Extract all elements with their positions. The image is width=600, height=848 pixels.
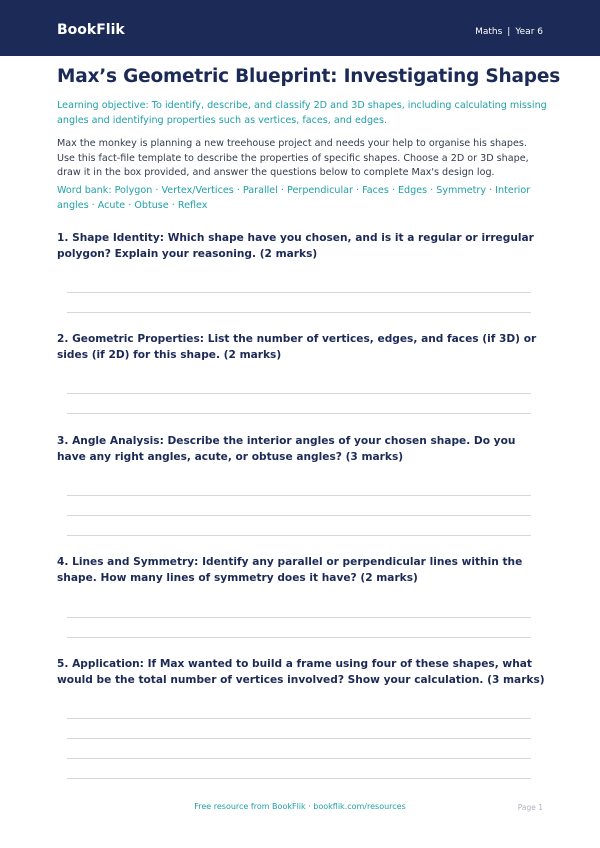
brand-logo: BookFlik <box>57 22 125 38</box>
question-4: 4. Lines and Symmetry: Identify any parallel or perpendicular lines within the shape. How many lines of symmetry does it have? (2 marks) <box>57 556 523 584</box>
word-bank: Word bank: Polygon · Vertex/Vertices · Parallel · Perpendicular · Faces · Edges · Symmetry · Interior angles · Acute · Obtuse · Reflex <box>57 185 531 211</box>
answer-line[interactable] <box>67 778 531 779</box>
subject-label: Maths <box>475 27 503 37</box>
answer-line[interactable] <box>67 718 531 719</box>
answer-line[interactable] <box>67 617 531 618</box>
subject-year-label <box>475 27 543 37</box>
answer-line[interactable] <box>67 738 531 739</box>
worksheet-title: Max’s Geometric Blueprint: Investigating Shapes <box>57 66 561 87</box>
answer-line[interactable] <box>67 393 531 394</box>
answer-line[interactable] <box>67 535 531 536</box>
separator: | <box>507 27 511 37</box>
page-number: Page 1 <box>517 803 543 812</box>
learning-objective: Learning objective: To identify, describe, and classify 2D and 3D shapes, including calculating missing angles and identifying properties such as vertices, faces, and edges. <box>57 100 547 126</box>
year-label: Year 6 <box>515 27 543 37</box>
answer-line[interactable] <box>67 758 531 759</box>
answer-line[interactable] <box>67 515 531 516</box>
question-1: 1. Shape Identity: Which shape have you chosen, and is it a regular or irregular polygon? Explain your reasoning. (2 marks) <box>57 232 534 260</box>
answer-line[interactable] <box>67 292 531 293</box>
question-3: 3. Angle Analysis: Describe the interior angles of your chosen shape. Do you have any right angles, acute, or obtuse angles? (3 marks) <box>57 435 516 463</box>
footer-credit: Free resource from BookFlik · bookflik.com/resources <box>194 802 406 811</box>
answer-line[interactable] <box>67 413 531 414</box>
question-5: 5. Application: If Max wanted to build a frame using four of these shapes, what would be the total number of vertices involved? Show your calculation. (3 marks) <box>57 658 545 686</box>
page-header <box>0 0 600 56</box>
question-2: 2. Geometric Properties: List the number of vertices, edges, and faces (if 3D) or sides (if 2D) for this shape. (2 marks) <box>57 333 537 361</box>
answer-line[interactable] <box>67 637 531 638</box>
answer-line[interactable] <box>67 312 531 313</box>
intro-paragraph: Max the monkey is planning a new treehouse project and needs your help to organise his shapes. Use this fact-file template to describe the properties of specific shapes. Choose a 2D or 3D shape, draw it in the box provided, and answer the questions below to complete Max's design log. <box>57 138 529 178</box>
answer-line[interactable] <box>67 495 531 496</box>
